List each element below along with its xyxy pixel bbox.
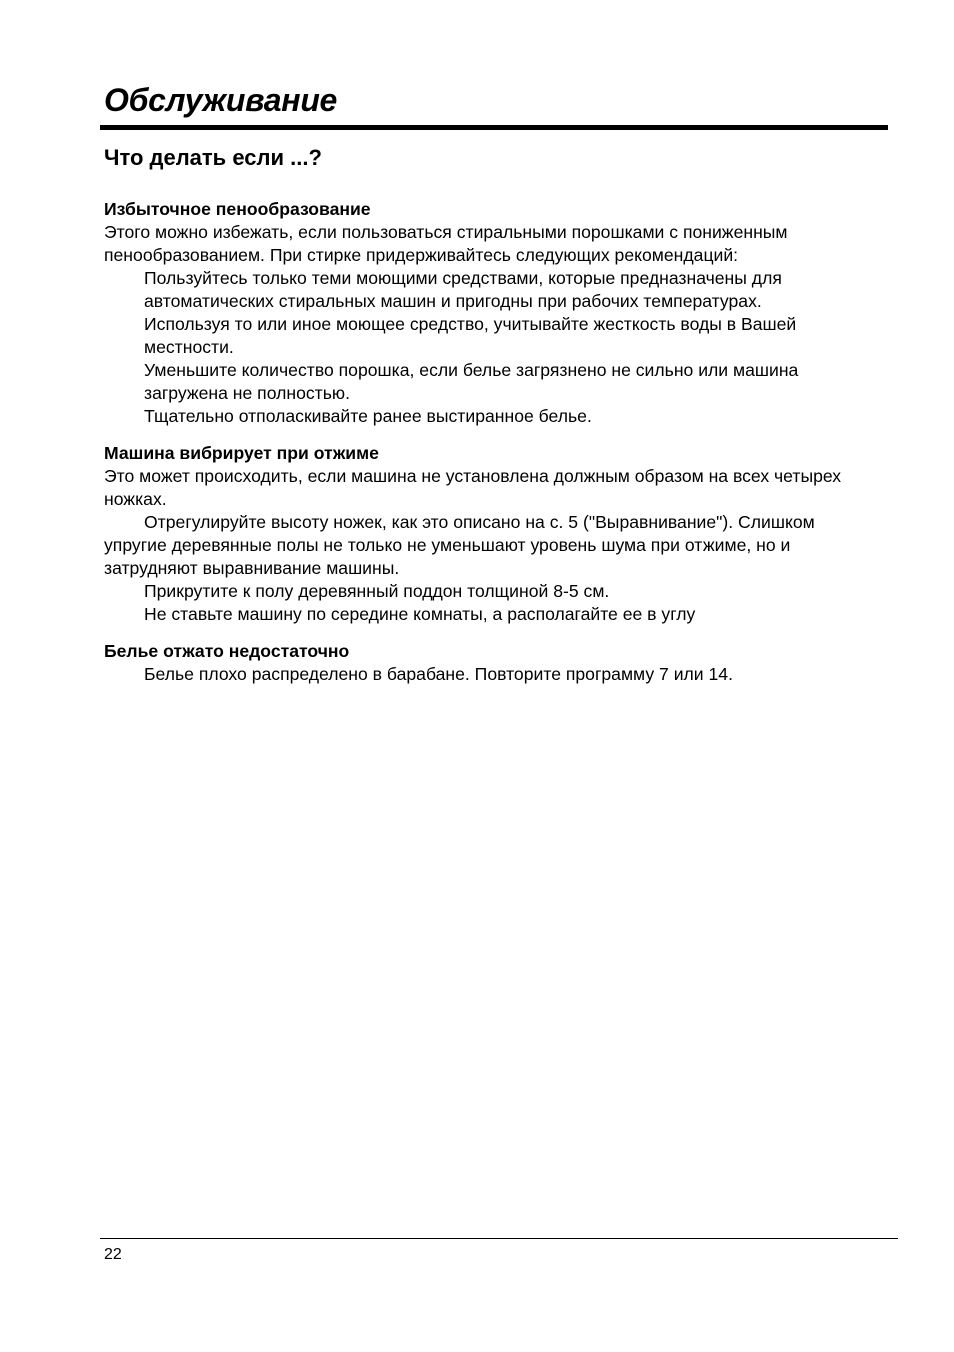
excess-foam-heading: Избыточное пенообразование	[104, 199, 371, 219]
footer-divider	[100, 1238, 898, 1239]
vibration-tip: Не ставьте машину по середине комнаты, а располагайте ее в углу	[144, 604, 696, 624]
content-body	[104, 198, 876, 700]
insufficient-spin-heading: Белье отжато недостаточно	[104, 641, 350, 661]
section-excess-foam	[104, 198, 876, 428]
excess-foam-tip: Пользуйтесь только теми моющими средствами, которые предназначены для автоматических стиральных машин и пригодны при рабочих температурах.	[144, 268, 782, 311]
title-divider	[100, 125, 888, 130]
page-number: 22	[104, 1246, 122, 1263]
vibration-tip: Прикрутите к полу деревянный поддон толщиной 8-5 см.	[144, 581, 610, 601]
excess-foam-intro: Этого можно избежать, если пользоваться стиральными порошками с пониженным пенообразованием. При стирке придерживайтесь следующих рекомендаций:	[104, 222, 788, 265]
section-vibration	[104, 442, 876, 626]
vibration-heading: Машина вибрирует при отжиме	[104, 443, 379, 463]
insufficient-spin-tip: Белье плохо распределено в барабане. Повторите программу 7 или 14.	[144, 664, 733, 684]
excess-foam-tip: Используя то или иное моющее средство, учитывайте жесткость воды в Вашей местности.	[144, 314, 797, 357]
vibration-adjust: Отрегулируйте высоту ножек, как это описано на с. 5 ("Выравнивание"). Слишком упругие деревянные полы не только не уменьшают уровень шума при отжиме, но и затрудняют выравнивание машины.	[104, 512, 815, 578]
section-heading: Что делать если ...?	[104, 145, 322, 170]
vibration-intro: Это может происходить, если машина не установлена должным образом на всех четырех ножках.	[104, 466, 842, 509]
page-title: Обслуживание	[104, 82, 338, 118]
excess-foam-tip: Уменьшите количество порошка, если белье загрязнено не сильно или машина загружена не полностью.	[144, 360, 799, 403]
excess-foam-tip: Тщательно отполаскивайте ранее выстиранное белье.	[144, 406, 592, 426]
section-insufficient-spin	[104, 640, 876, 686]
